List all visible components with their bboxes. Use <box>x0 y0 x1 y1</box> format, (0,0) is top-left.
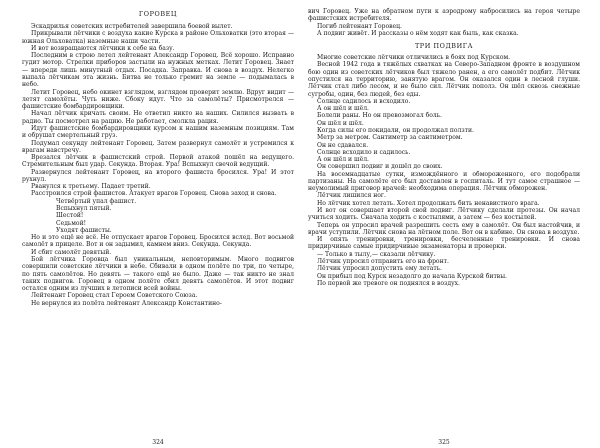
paragraph: Многие советские лётчики отличились в боях под Курском. <box>317 54 511 62</box>
left-page <box>22 8 294 446</box>
paragraph: Лётчик упросил отправить его на фронт. <box>317 258 449 265</box>
paragraph: А подвиг живёт. И рассказы о нём ходят как быль, как сказка. <box>317 29 519 37</box>
paragraph: И вот возвращаются лётчики к себе на базу. <box>31 44 175 52</box>
paragraph: Подумал секунду лейтенант Горовец. Затем развернул самолёт и устремился к врагам навстречу. <box>22 139 294 154</box>
paragraph: А он шёл и шёл. <box>317 156 369 164</box>
paragraph: Прикрывали лётчики с воздуха какие Курска в районе Ольховатки (это вторая — южная Ольховатка) наземные наши части. <box>22 30 294 45</box>
paragraph: Вспыхнул пятый. <box>56 205 112 213</box>
paragraph: Начал лётчик кричать своим. Не ответил никто на наших. Силился вызвать в радио. Ты посмотрел на рацию. Не работает, смолкла рация. <box>22 110 294 125</box>
paragraph: Он не сдавался. <box>317 141 369 149</box>
paragraph: Погиб лейтенант Горовец. <box>317 22 402 30</box>
paragraph: — Только в тылу,— сказали лётчику. <box>317 250 436 258</box>
paragraph: Солнце садилось и всходило. <box>317 97 411 105</box>
page-number-right: 325 <box>438 439 450 446</box>
paragraph: Шестой! <box>56 212 84 220</box>
paragraph: Лётчик упросил допустить ему летать. <box>317 265 442 273</box>
paragraph: Седьмой! <box>56 219 87 227</box>
page-number-left: 324 <box>152 439 164 446</box>
paragraph: И сбит самолёт девятый. <box>31 248 112 256</box>
paragraph: Четвёртый упал фашист. <box>56 197 137 205</box>
paragraph: Лётчик лишился ног. <box>317 192 386 200</box>
paragraph: Но лётчик хотел летать. Хотел продолжать бить ненавистного врага. <box>317 199 540 207</box>
paragraph: Когда силы его покидали, он продолжал ползти. <box>317 126 474 134</box>
paragraph: Врезался лётчик в фашистский строй. Первой атакой пошёл на ведущего. Стремительным был удар. Секунда. Вторая. Ура! Вспыхнул свечой ведущий. <box>22 154 294 169</box>
paragraph: Весной 1942 года в тяжёлых схватках на Северо-Западном фронте в воздушном бою один из советских лётчиков был тяжело ранен, а его самолёт подбит. Лётчик опустился на территорию, занятую врагом. Он оказался один в лесной глуши. Лётчик стал либо лесом, и не было сил. Лётчик пополз. Он шёл сквозь снежные сугробы, один, без людей, без еды. <box>308 61 580 98</box>
paragraph: Не вернулся из полёта лейтенант Александр Константино- <box>31 299 222 307</box>
paragraph: Он шёл и шёл. <box>317 119 364 127</box>
paragraph: Идут фашистские бомбардировщики курсом к нашим наземным позициям. Там и обрушат смертельный груз. <box>22 124 294 140</box>
right-page-continuation <box>308 8 580 37</box>
paragraph: Он прибыл под Курск незадолго до начала Курской битвы. <box>317 272 507 280</box>
paragraph: Летит Горовец, небо окинет взглядом, взглядом проверит землю. Вдруг видит — летят самолёты. Чуть ниже. Сбоку идут. Что за самолёты? Присмотрелся — фашистские бомбардировщики. <box>22 88 294 111</box>
paragraph: Расстроился строй фашистов. Атакует врагов Горовец. Снова заход и снова. <box>31 190 277 198</box>
paragraph: Он совершил подвиг и дошёл до своих. <box>317 163 443 171</box>
paragraph: На восемнадцатые сутки, измождённого и обмороженного, его подобрали партизаны. На самолёте его был доставлен в госпиталь. И тут самое страшное — неумолимый приговор врачей: необходима операция. Лётчик обморожен. <box>308 170 580 193</box>
paragraph: Метр за метром. Сантиметр за сантиметром. <box>317 134 463 142</box>
paragraph: По первой же тревоге он поднялся в воздух. <box>317 279 460 287</box>
paragraph: Последним в строю летел лейтенант Александр Горовец. Всё хорошо. Исправно гудит мотор. Стрелки приборов застыли на нужных метках. Летит Горовец. Знает — впереди лишь минутный отдых. Посадка. Заправка. И снова в воздух. Нелегко выпала лётчикам эта жизнь. Битва не только гремит на земле — подымалась в небо. <box>22 52 294 89</box>
right-page <box>308 8 580 446</box>
paragraph: И вот он совершает второй свой подвиг. Лётчику сделали протезы. Он начал учиться ходить. Сначала ходить с костылями, а затем — без костылей. <box>308 207 580 222</box>
right-page-text <box>308 54 580 287</box>
paragraph: Лейтенант Горовец стал Героем Советского Союза. <box>31 292 198 300</box>
left-page-text <box>22 23 294 307</box>
paragraph: Бой лётчика Горовца был уникальным, неповторимым. Много подвигов совершили советские лётчики в небе. Сбивали в одном полёте по три, по четыре, по пять самолётов. Но девять — такого ещё не было. Даже — так никто не знал таких подвигов. Горовец в одном полёте сбил девять самолётов. И этот подвиг остался одним из лучших в летописи всей войны. <box>22 256 294 293</box>
paragraph: Рванулся к третьему. Падает третий. <box>31 183 151 191</box>
chapter-title-three-feats: ТРИ ПОДВИГА <box>414 42 474 51</box>
paragraph: вич Горовец. Уже на обратном пути к аэродрому набросились на героя четыре фашистских истребителя. <box>308 8 580 23</box>
paragraph: Солнце всходило и садилось. <box>317 148 411 156</box>
paragraph: Но и это ещё не всё. Не отпускает врагов Горовец. Бросился вслед. Вот восьмой самолёт в прицеле. Вот и он задымил, камнем вниз. Секунда. Секунда. <box>22 234 294 249</box>
paragraph: А он шёл и шёл. <box>317 105 369 113</box>
chapter-title-gorovets: ГОРОВЕЦ <box>138 10 178 18</box>
paragraph: И опять тренировки, тренировки, бесчеленные тренировки. И снова придирчивые самые придирчивые экзаменаторы и проверки. <box>308 236 580 251</box>
paragraph: Развернулся лейтенант Горовец, на второго фашиста бросился. Ура! И этот рухнул. <box>22 168 294 183</box>
paragraph: Уходят фашисты. <box>56 226 112 234</box>
paragraph: Эскадрилья советских истребителей завершила боевой вылет. <box>31 23 233 30</box>
paragraph: Болели раны. Но он превозмогал боль. <box>317 112 442 120</box>
paragraph: Теперь он упросил врачей разрешить сесть ему в самолёт. Он был настойчив, и врачи уступили. Лётчик снова на лётном поле. Вот он в кабине. Он снова в воздухе. <box>308 221 580 236</box>
